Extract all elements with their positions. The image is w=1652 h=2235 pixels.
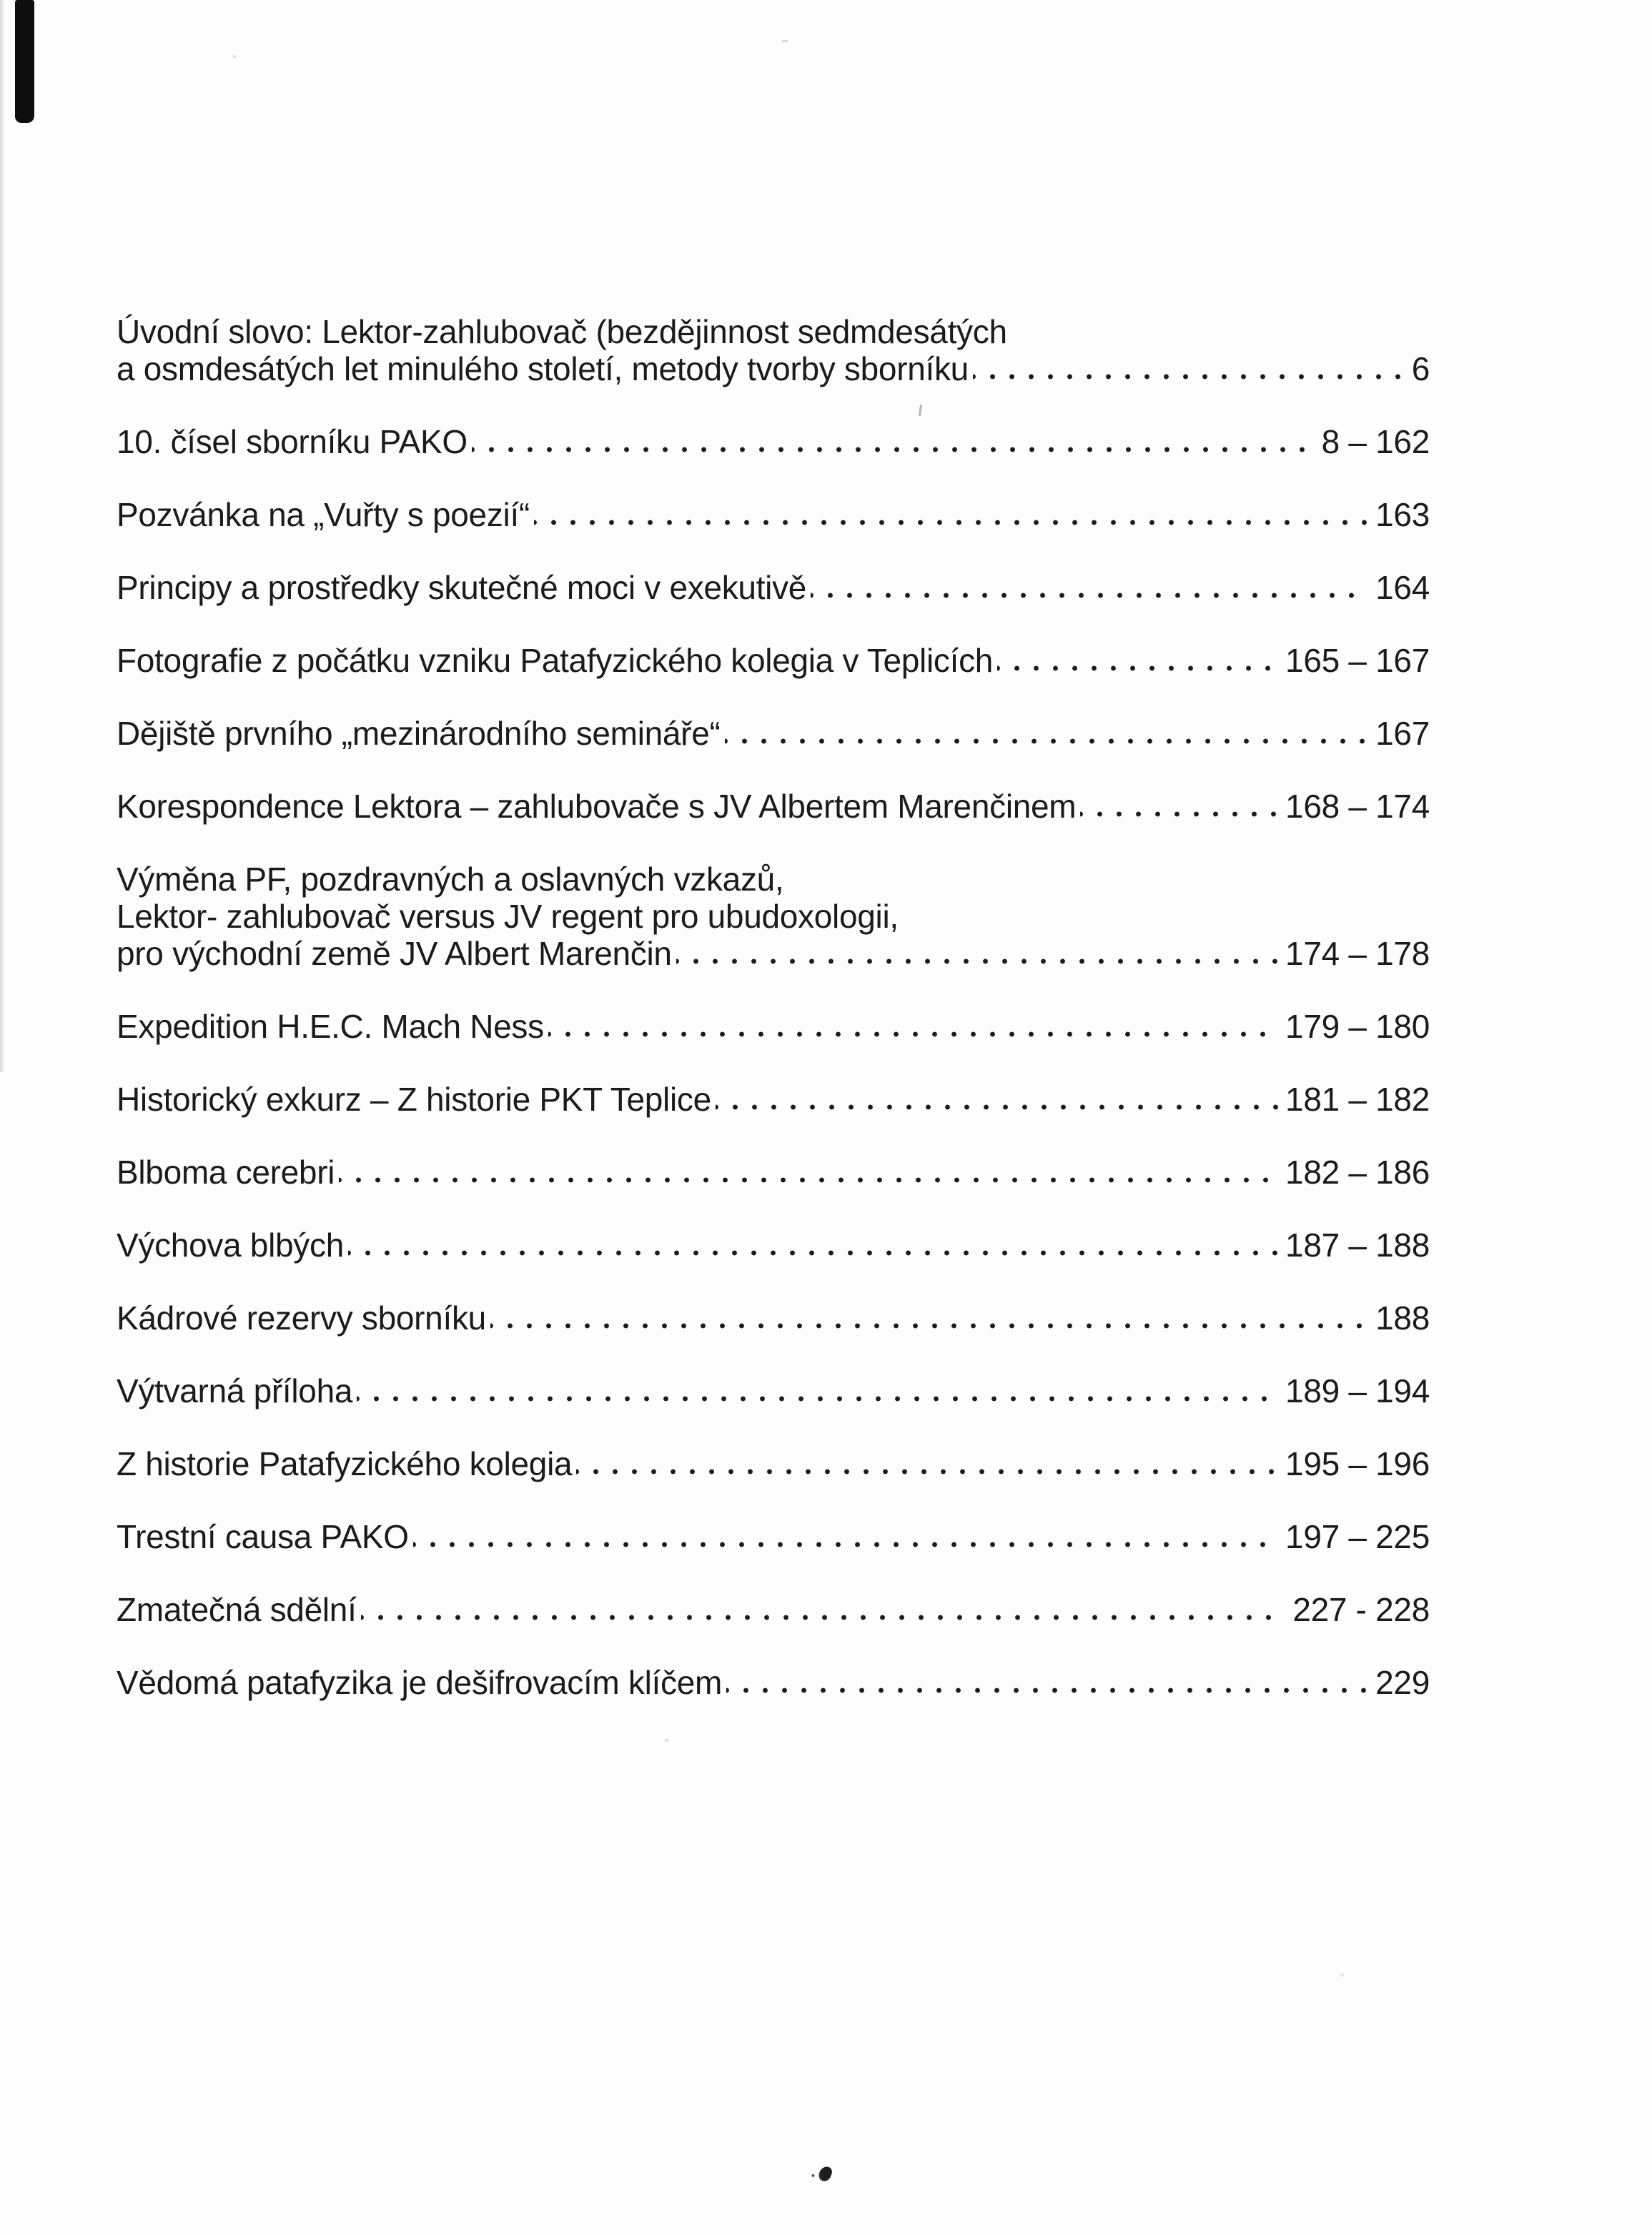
toc-entry-pages: 168 – 174 [1285,788,1430,825]
ink-blot [817,2165,834,2183]
toc-entry-title: Dějiště prvního „mezinárodního semináře“ [117,715,721,752]
scan-speck [233,55,236,58]
toc-entry-row [117,715,1430,752]
toc-entry-title: pro východní země JV Albert Marenčin [117,935,672,972]
scan-corner-mark [15,0,34,123]
dot-leader [357,1372,1278,1409]
toc-entry-pages: 174 – 178 [1285,935,1430,972]
toc-entry-row [117,1008,1430,1045]
dot-leader [548,1008,1278,1045]
dot-leader [973,350,1405,387]
toc-entry-title: Z historie Patafyzického kolegia [117,1445,573,1482]
toc-entry-title: Výchova blbých [117,1226,344,1264]
toc-entry-row [117,1299,1430,1337]
toc-entry [117,1154,1430,1191]
toc-entry-row [117,935,1430,972]
toc-entry-row [117,1664,1430,1701]
scan-speck [782,40,788,42]
toc [117,313,1430,1737]
toc-entry [117,423,1430,460]
toc-entry-pages: 163 [1375,496,1430,533]
toc-entry-pages: 197 – 225 [1285,1518,1430,1555]
toc-entry-row [117,569,1430,606]
dot-leader [811,569,1368,606]
toc-entry-title: Výtvarná příloha [117,1372,353,1409]
toc-entry [117,496,1430,533]
toc-entry [117,642,1430,679]
toc-entry-row [117,1591,1430,1628]
toc-entry-row [117,1372,1430,1409]
toc-entry-pages: 8 – 162 [1321,423,1430,460]
dot-leader [339,1154,1278,1191]
dot-leader [576,1445,1278,1482]
toc-entry-title-line: Úvodní slovo: Lektor-zahlubovač (bezdějinnost sedmdesátých [117,313,1007,350]
toc-entry [117,1445,1430,1482]
toc-entry-title: Historický exkurz – Z historie PKT Teplice [117,1081,711,1118]
dot-leader [1080,788,1278,825]
toc-entry-row [117,1518,1430,1555]
toc-entry-pages: 229 [1375,1664,1430,1701]
toc-entry-title: Fotografie z počátku vzniku Patafyzického kolegia v Teplicích [117,642,994,679]
toc-entry [117,1081,1430,1118]
scan-speck [1340,1973,1345,1978]
dot-leader [997,642,1278,679]
dot-leader [472,423,1315,460]
toc-entry-pages: 182 – 186 [1285,1154,1430,1191]
toc-entry-row [117,1226,1430,1264]
dot-leader [348,1226,1278,1264]
toc-entry [117,1299,1430,1337]
toc-entry-row [117,496,1430,533]
toc-entry-title-line: Výměna PF, pozdravných a oslavných vzkazů, [117,861,784,898]
toc-entry [117,715,1430,752]
toc-entry-pages: 6 [1411,350,1430,387]
toc-entry-pages: 164 [1375,569,1430,606]
dot-leader [676,935,1278,972]
toc-entry-title: Vědomá patafyzika je dešifrovacím klíčem [117,1664,723,1701]
toc-entry-row [117,1081,1430,1118]
dot-leader [413,1518,1278,1555]
toc-entry-pages: 179 – 180 [1285,1008,1430,1045]
toc-entry-title: Korespondence Lektora – zahlubovače s JV Albertem Marenčinem [117,788,1077,825]
dot-leader [361,1591,1286,1628]
toc-entry-row [117,1154,1430,1191]
toc-entry-title-line: Lektor- zahlubovač versus JV regent pro ubudoxologii, [117,898,899,935]
dot-leader [726,1664,1368,1701]
toc-entry-title: Zmatečná sdělní [117,1591,357,1628]
toc-entry [117,1591,1430,1628]
toc-entry [117,1664,1430,1701]
scan-edge-shadow [0,0,5,1072]
toc-entry-title: Principy a prostředky skutečné moci v exekutivě [117,569,807,606]
toc-entry-pages: 195 – 196 [1285,1445,1430,1482]
dot-leader [725,715,1369,752]
toc-entry [117,861,1430,972]
toc-entry-title: 10. čísel sborníku PAKO [117,423,468,460]
toc-entry [117,1226,1430,1264]
dot-leader [716,1081,1278,1118]
toc-entry-row [117,1445,1430,1482]
toc-entry-title: Expedition H.E.C. Mach Ness [117,1008,544,1045]
dot-leader [534,496,1368,533]
toc-entry [117,788,1430,825]
toc-entry-pages: 188 [1375,1299,1430,1337]
toc-entry [117,569,1430,606]
toc-entry-row [117,788,1430,825]
scan-speck [665,1739,668,1742]
toc-entry-pages: 187 – 188 [1285,1226,1430,1264]
toc-entry-title: Pozvánka na „Vuřty s poezií“ [117,496,530,533]
toc-entry-row [117,642,1430,679]
toc-entry-row [117,423,1430,460]
toc-entry [117,313,1430,387]
toc-entry-title: Kádrové rezervy sborníku [117,1299,486,1337]
toc-entry-title: Blboma cerebri [117,1154,335,1191]
toc-entry-pages: 165 – 167 [1285,642,1430,679]
toc-entry-pages: 189 – 194 [1285,1372,1430,1409]
toc-entry-title: Trestní causa PAKO [117,1518,409,1555]
toc-entry [117,1008,1430,1045]
dot-leader [490,1299,1368,1337]
toc-entry-pages: 167 [1375,715,1430,752]
toc-entry-title: a osmdesátých let minulého století, metody tvorby sborníku [117,350,969,387]
toc-entry-pages: 227 - 228 [1292,1591,1430,1628]
toc-entry-pages: 181 – 182 [1285,1081,1430,1118]
toc-entry-row [117,350,1430,387]
toc-entry [117,1518,1430,1555]
toc-entry [117,1372,1430,1409]
